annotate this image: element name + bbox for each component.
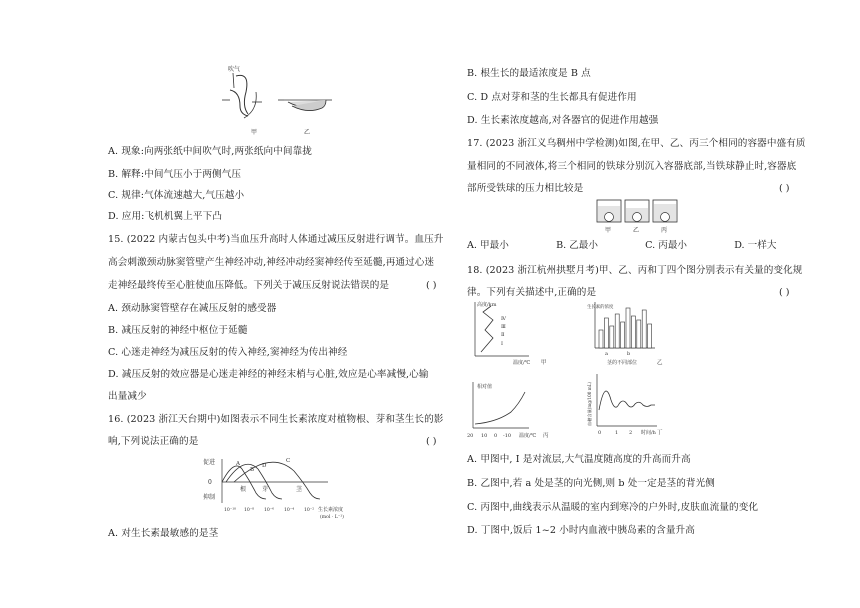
fig18-yi-mark-b: b — [627, 351, 631, 357]
fig16-curve-bud: 芽 — [262, 486, 269, 493]
fig16-tick-3: 10⁻⁴ — [284, 508, 295, 513]
fig18-bing-tick-0: 20 — [467, 433, 474, 439]
q15-stem-line-3: 走神经最终传至心脏使血压降低。下列关于减压反射说法错误的是 — [108, 280, 390, 291]
fig18-yi-bar — [610, 326, 614, 348]
fig18-yi-bar — [604, 318, 608, 348]
fig18-ding-xlabel: 时间/h — [641, 430, 656, 436]
figure-18-ding — [585, 370, 675, 442]
q16-option-d: D. 生长素浓度越高,对各器官的促进作用越强 — [467, 115, 659, 126]
fig18-jia-name: 甲 — [541, 360, 547, 366]
fig18-jia-layer-2: Ⅱ — [501, 332, 505, 338]
fig18-yi-bar — [615, 314, 619, 348]
fig16-xlabel-1: 生长素浓度 — [318, 507, 344, 513]
fig17-label-yi: 乙 — [633, 227, 640, 234]
fig16-y-zero: 0 — [208, 479, 212, 486]
fig18-yi-mark-a: a — [605, 351, 608, 357]
fig18-yi-xlabel: 茎的不同部位 — [607, 360, 638, 366]
q15-option-b: B. 减压反射的神经中枢位于延髓 — [108, 325, 248, 336]
q17-stem-line-2: 量相同的不同液体,将三个相同的铁球分别沉入容器底部,当铁球静止时,容器底 — [467, 161, 797, 172]
q16-option-a: A. 对生长素最敏感的是茎 — [108, 528, 219, 539]
q16-stem-line-2: 响,下列说法正确的是 — [108, 436, 199, 447]
fig18-bing-ylabel: 相对值 — [477, 384, 493, 390]
q18-stem-line-1: 18. (2023 浙江杭州拱墅月考)甲、乙、丙和丁四个图分别表示有关量的变化规 — [467, 265, 803, 276]
q14-option-d: D. 应用:飞机机翼上平下凸 — [108, 211, 223, 222]
q14-option-b: B. 解释:中间气压小于两侧气压 — [108, 169, 242, 180]
figure-paper-blowing — [218, 62, 348, 138]
q16-stem-line-1: 16. (2023 浙江天台期中)如图表示不同生长素浓度对植物根、芽和茎生长的影 — [108, 414, 444, 425]
figure-18-jia — [467, 298, 557, 368]
fig18-yi-bar — [599, 330, 603, 348]
q18-option-a: A. 甲图中, Ⅰ 是对流层,大气温度随高度的升高而升高 — [467, 454, 691, 465]
q17-option-d: D. 一样大 — [734, 240, 777, 251]
q15-stem-line-1: 15. (2022 内蒙古包头中考)当血压升高时人体通过减压反射进行调节。血压升 — [108, 234, 444, 245]
fig18-bing-tick-2: 0 — [494, 433, 498, 439]
fig16-curve-stem: 茎 — [296, 486, 303, 493]
q15-option-d: D. 减压反射的效应器是心迷走神经的神经末梢与心脏,效应是心率减慢,心输 — [108, 369, 429, 380]
fig18-yi-bar — [637, 320, 641, 348]
figure-18-bing — [467, 378, 557, 442]
fig18-yi-bar — [642, 310, 646, 348]
fig18-jia-layer-3: Ⅲ — [501, 324, 506, 330]
fig16-point-a: A — [236, 461, 240, 467]
q17-option-a: A. 甲最小 — [467, 240, 509, 251]
fig18-ding-tick-1: 1 — [615, 430, 619, 436]
q18-option-b: B. 乙图中,若 a 处是茎的向光侧,则 b 处一定是茎的背光侧 — [467, 478, 715, 489]
q16-answer-paren: ( ) — [426, 436, 437, 447]
fig18-bing-name: 丙 — [543, 433, 549, 439]
fig18-ding-tick-0: 0 — [598, 430, 602, 436]
q14-option-c: C. 规律:气体流速越大,气压越小 — [108, 190, 245, 201]
fig14-label-blow: 吹气 — [228, 66, 241, 73]
fig16-y-inhibit: 抑制 — [203, 494, 216, 501]
q15-answer-paren: ( ) — [426, 280, 437, 291]
q15-stem-line-2: 高会刺激颈动脉窦管壁产生神经冲动,神经冲动经窦神经传至延髓,再通过心迷 — [108, 257, 435, 268]
fig16-tick-1: 10⁻⁸ — [244, 508, 255, 513]
q17-stem-line-1: 17. (2023 浙江义乌稠州中学检测)如图,在甲、乙、丙三个相同的容器中盛有质 — [467, 138, 806, 149]
fig16-curve-root: 根 — [240, 486, 247, 493]
fig18-jia-xlabel: 温度/℃ — [513, 360, 531, 366]
fig16-point-d: D — [262, 463, 267, 469]
q18-option-d: D. 丁图中,饭后 1~2 小时内血液中胰岛素的含量升高 — [467, 525, 695, 536]
q18-answer-paren: ( ) — [779, 287, 790, 298]
q16-option-b: B. 根生长的最适浓度是 B 点 — [467, 68, 591, 79]
fig16-tick-2: 10⁻⁶ — [264, 508, 275, 513]
q17-option-c: C. 丙最小 — [645, 240, 688, 251]
q17-options-row — [467, 240, 814, 252]
fig14-label-yi: 乙 — [304, 129, 311, 136]
q15-option-c: C. 心迷走神经为减压反射的传入神经,窦神经为传出神经 — [108, 347, 348, 358]
fig18-yi-bar — [631, 316, 635, 348]
fig14-label-jia: 甲 — [251, 129, 258, 136]
q15-option-d-cont: 出量减少 — [108, 391, 147, 402]
fig18-yi-bar — [648, 324, 652, 348]
fig18-ding-name: 丁 — [657, 430, 663, 436]
q17-answer-paren: ( ) — [779, 183, 790, 194]
fig18-yi-bar — [621, 322, 625, 348]
q15-option-a: A. 颈动脉窦管壁存在减压反射的感受器 — [108, 303, 277, 314]
figure-auxin-curves — [200, 455, 362, 523]
fig18-jia-ylabel: 高度/km — [477, 302, 497, 308]
q16-option-c: C. D 点对芽和茎的生长都具有促进作用 — [467, 92, 637, 103]
fig18-yi-name: 乙 — [657, 360, 663, 366]
q18-stem-line-2: 律。下列有关描述中,正确的是 — [467, 287, 597, 298]
fig16-tick-4: 10⁻² — [304, 508, 315, 513]
q18-option-c: C. 丙图中,曲线表示从温暖的室内到寒冷的户外时,皮肤血流量的变化 — [467, 502, 759, 513]
q17-stem-line-3: 部所受铁球的压力相比较是 — [467, 183, 584, 194]
fig18-jia-layer-4: Ⅳ — [501, 316, 506, 322]
fig16-y-promote: 促进 — [203, 459, 216, 466]
fig17-label-jia: 甲 — [605, 227, 612, 234]
fig18-ding-ylabel: 血糖含量(mg/100 mL) — [587, 381, 592, 426]
fig18-ding-tick-2: 2 — [629, 430, 633, 436]
figure-18-yi — [585, 298, 675, 368]
fig17-label-bing: 丙 — [661, 227, 668, 234]
fig18-yi-bars — [599, 308, 652, 348]
fig16-point-c: C — [286, 458, 291, 464]
q14-option-a: A. 现象:向两张纸中间吹气时,两张纸向中间靠拢 — [108, 146, 312, 157]
figure-three-containers — [595, 198, 681, 236]
q17-option-b: B. 乙最小 — [556, 240, 598, 251]
fig18-yi-ylabel: 生长素的浓度 — [587, 305, 614, 310]
fig16-point-b: B — [250, 467, 255, 473]
fig18-yi-bar — [626, 308, 630, 348]
fig16-tick-0: 10⁻¹⁰ — [224, 508, 236, 513]
fig18-bing-xlabel: 温度/℃ — [519, 433, 537, 439]
fig18-jia-layer-1: Ⅰ — [501, 341, 503, 347]
fig18-bing-tick-1: 10 — [481, 433, 488, 439]
fig16-xlabel-2: (mol · L⁻¹) — [320, 515, 344, 520]
fig18-bing-tick-3: -10 — [503, 433, 512, 439]
